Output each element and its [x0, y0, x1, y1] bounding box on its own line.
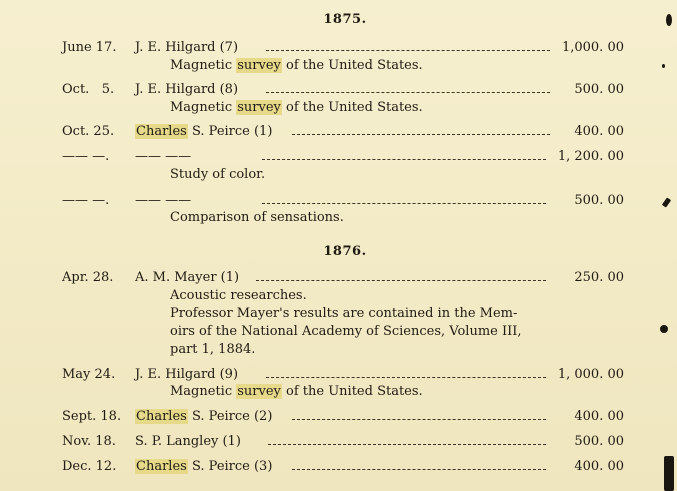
- ledger-entry: [0, 365, 677, 385]
- entry-amount: 400. 00: [574, 409, 624, 424]
- entry-amount: 500. 00: [574, 193, 624, 208]
- entry-date: June 17.: [62, 40, 117, 55]
- entry-name: S. P. Langley (1): [135, 434, 241, 449]
- entry-note: part 1, 1884.: [170, 342, 256, 357]
- dot-leader: [266, 377, 546, 378]
- ledger-entry: [0, 268, 677, 288]
- scan-artifact: [666, 14, 672, 26]
- entry-date: May 24.: [62, 367, 116, 382]
- entry-name: Charles S. Peirce (3): [136, 459, 273, 474]
- entry-date: Nov. 18.: [62, 434, 116, 449]
- ledger-entry: [0, 457, 677, 477]
- dot-leader: [266, 50, 550, 51]
- entry-description: Magnetic survey of the United States.: [170, 58, 423, 73]
- entry-amount: 400. 00: [574, 459, 624, 474]
- entry-description: Comparison of sensations.: [170, 210, 344, 225]
- highlighted-word: survey: [237, 384, 281, 399]
- entry-note: oirs of the National Academy of Sciences, Volume III,: [170, 324, 522, 339]
- entry-date: Oct. 25.: [62, 124, 115, 139]
- entry-name: Charles S. Peirce (1): [136, 124, 273, 139]
- ledger-entry: [0, 407, 677, 427]
- ledger-entry: [0, 147, 677, 167]
- entry-name: J. E. Hilgard (8): [135, 82, 239, 97]
- entry-amount: 1, 200. 00: [557, 149, 624, 164]
- ledger-entry: [0, 38, 677, 58]
- year-heading-1875: 1875.: [323, 12, 367, 27]
- entry-amount: 1, 000. 00: [557, 367, 624, 382]
- year-heading-1876: 1876.: [323, 244, 367, 259]
- scan-artifact: [662, 64, 665, 68]
- entry-description: Acoustic researches.: [170, 288, 307, 303]
- entry-amount: 400. 00: [574, 124, 624, 139]
- entry-amount: 1,000. 00: [561, 40, 624, 55]
- entry-name: —— ——: [135, 193, 192, 208]
- dot-leader: [292, 134, 550, 135]
- entry-date: Apr. 28.: [62, 270, 114, 285]
- entry-date: Sept. 18.: [62, 409, 122, 424]
- entry-description: Magnetic survey of the United States.: [170, 384, 423, 399]
- dot-leader: [292, 419, 546, 420]
- ledger-entry: [0, 191, 677, 211]
- ledger-entry: [0, 432, 677, 452]
- entry-description: Study of color.: [170, 167, 266, 182]
- entry-name: J. E. Hilgard (9): [135, 367, 239, 382]
- entry-date: —— —.: [62, 193, 110, 208]
- entry-date: —— —.: [62, 149, 110, 164]
- dot-leader: [292, 469, 546, 470]
- entry-date: Oct. 5.: [62, 82, 115, 97]
- entry-description: Magnetic survey of the United States.: [170, 100, 423, 115]
- entry-amount: 500. 00: [574, 434, 624, 449]
- ledger-entry: [0, 122, 677, 142]
- entry-note: Professor Mayer's results are contained in the Mem-: [170, 306, 518, 321]
- entry-name: A. M. Mayer (1): [135, 270, 240, 285]
- highlighted-word: Charles: [136, 409, 187, 424]
- dot-leader: [256, 280, 546, 281]
- dot-leader: [262, 203, 546, 204]
- dot-leader: [268, 444, 546, 445]
- ledger-entry: [0, 80, 677, 100]
- highlighted-word: Charles: [136, 459, 187, 474]
- entry-amount: 250. 00: [574, 270, 624, 285]
- scan-artifact: [664, 456, 674, 491]
- dot-leader: [266, 92, 550, 93]
- highlighted-word: survey: [237, 58, 281, 73]
- highlighted-word: Charles: [136, 124, 187, 139]
- entry-name: —— ——: [135, 149, 192, 164]
- entry-amount: 500. 00: [574, 82, 624, 97]
- entry-name: J. E. Hilgard (7): [135, 40, 239, 55]
- highlighted-word: survey: [237, 100, 281, 115]
- entry-name: Charles S. Peirce (2): [136, 409, 273, 424]
- dot-leader: [262, 159, 546, 160]
- scan-artifact: [660, 325, 668, 333]
- entry-date: Dec. 12.: [62, 459, 117, 474]
